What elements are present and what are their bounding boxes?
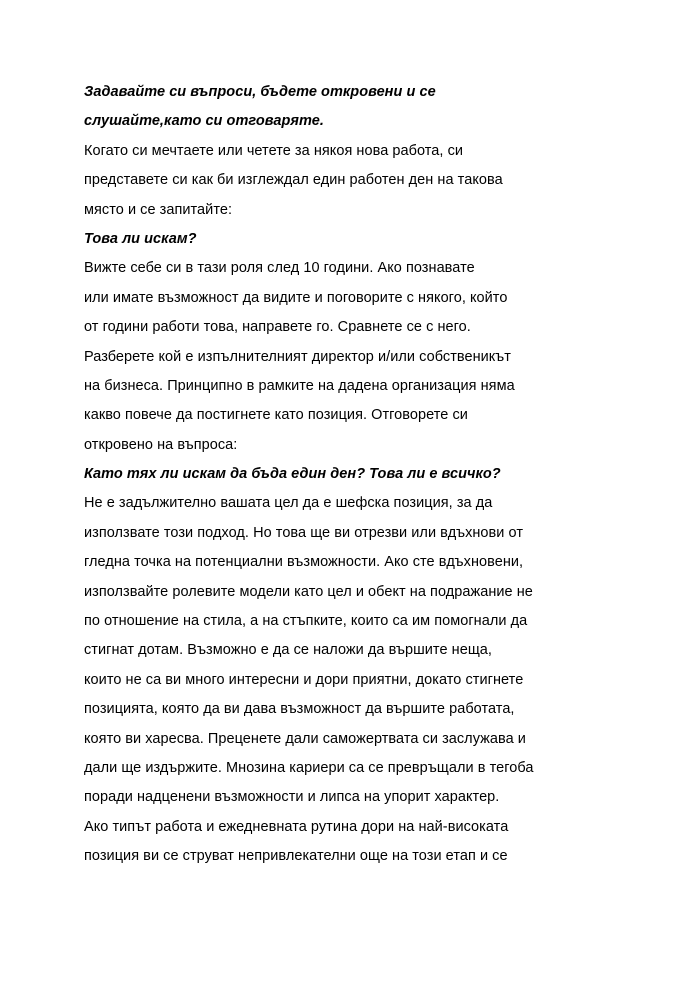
paragraph-line: използвайте ролевите модели като цел и обект на подражание не — [84, 583, 533, 600]
heading-line: Това ли искам? — [84, 230, 197, 247]
paragraph-line: или имате възможност да видите и поговорите с някого, който — [84, 289, 508, 306]
paragraph-line: които не са ви много интересни и дори приятни, докато стигнете — [84, 671, 524, 688]
heading-line: слушайте,като си отговаряте. — [84, 113, 324, 130]
paragraph-line: Разберете кой е изпълнителният директор и/или собственикът — [84, 348, 511, 365]
paragraph-line: откровено на въпроса: — [84, 436, 238, 453]
paragraph-line: от години работи това, направете го. Сравнете се с него. — [84, 319, 471, 336]
paragraph-line: Когато си мечтаете или четете за някоя нова работа, си — [84, 142, 464, 159]
paragraph-line: позиция ви се струват непривлекателни още на този етап и се — [84, 848, 508, 865]
document-text — [84, 78, 644, 872]
paragraph-line: поради надценени възможности и липса на упорит характер. — [84, 789, 500, 806]
paragraph-line: използвате този подход. Но това ще ви отрезви или вдъхнови от — [84, 524, 524, 541]
paragraph-line: позицията, която да ви дава възможност да вършите работата, — [84, 701, 515, 718]
paragraph-line: Вижте себе си в тази роля след 10 години. Ако познавате — [84, 260, 475, 277]
paragraph-line: стигнат дотам. Възможно е да се наложи да вършите неща, — [84, 642, 492, 659]
paragraph-line: гледна точка на потенциални възможности. Ако сте вдъхновени, — [84, 554, 524, 571]
paragraph-line: по отношение на стила, а на стъпките, които са им помогнали да — [84, 613, 528, 630]
paragraph-line: Ако типът работа и ежедневната рутина дори на най-високата — [84, 818, 509, 835]
paragraph-line: която ви харесва. Преценете дали саможертвата си заслужава и — [84, 730, 526, 747]
heading-line: Като тях ли искам да бъда един ден? Това ли е всичко? — [84, 466, 501, 483]
paragraph-line: място и се запитайте: — [84, 201, 233, 218]
paragraph-line: Не е задължително вашата цел да е шефска позиция, за да — [84, 495, 493, 512]
paragraph-line: представете си как би изглеждал един работен ден на такова — [84, 172, 503, 189]
paragraph-line: какво повече да постигнете като позиция. Отговорете си — [84, 407, 468, 424]
heading-line: Задавайте си въпроси, бъдете откровени и се — [84, 84, 436, 100]
paragraph-line: дали ще издържите. Мнозина кариери са се превръщали в тегоба — [84, 759, 534, 776]
paragraph-line: на бизнеса. Принципно в рамките на дадена организация няма — [84, 377, 515, 394]
